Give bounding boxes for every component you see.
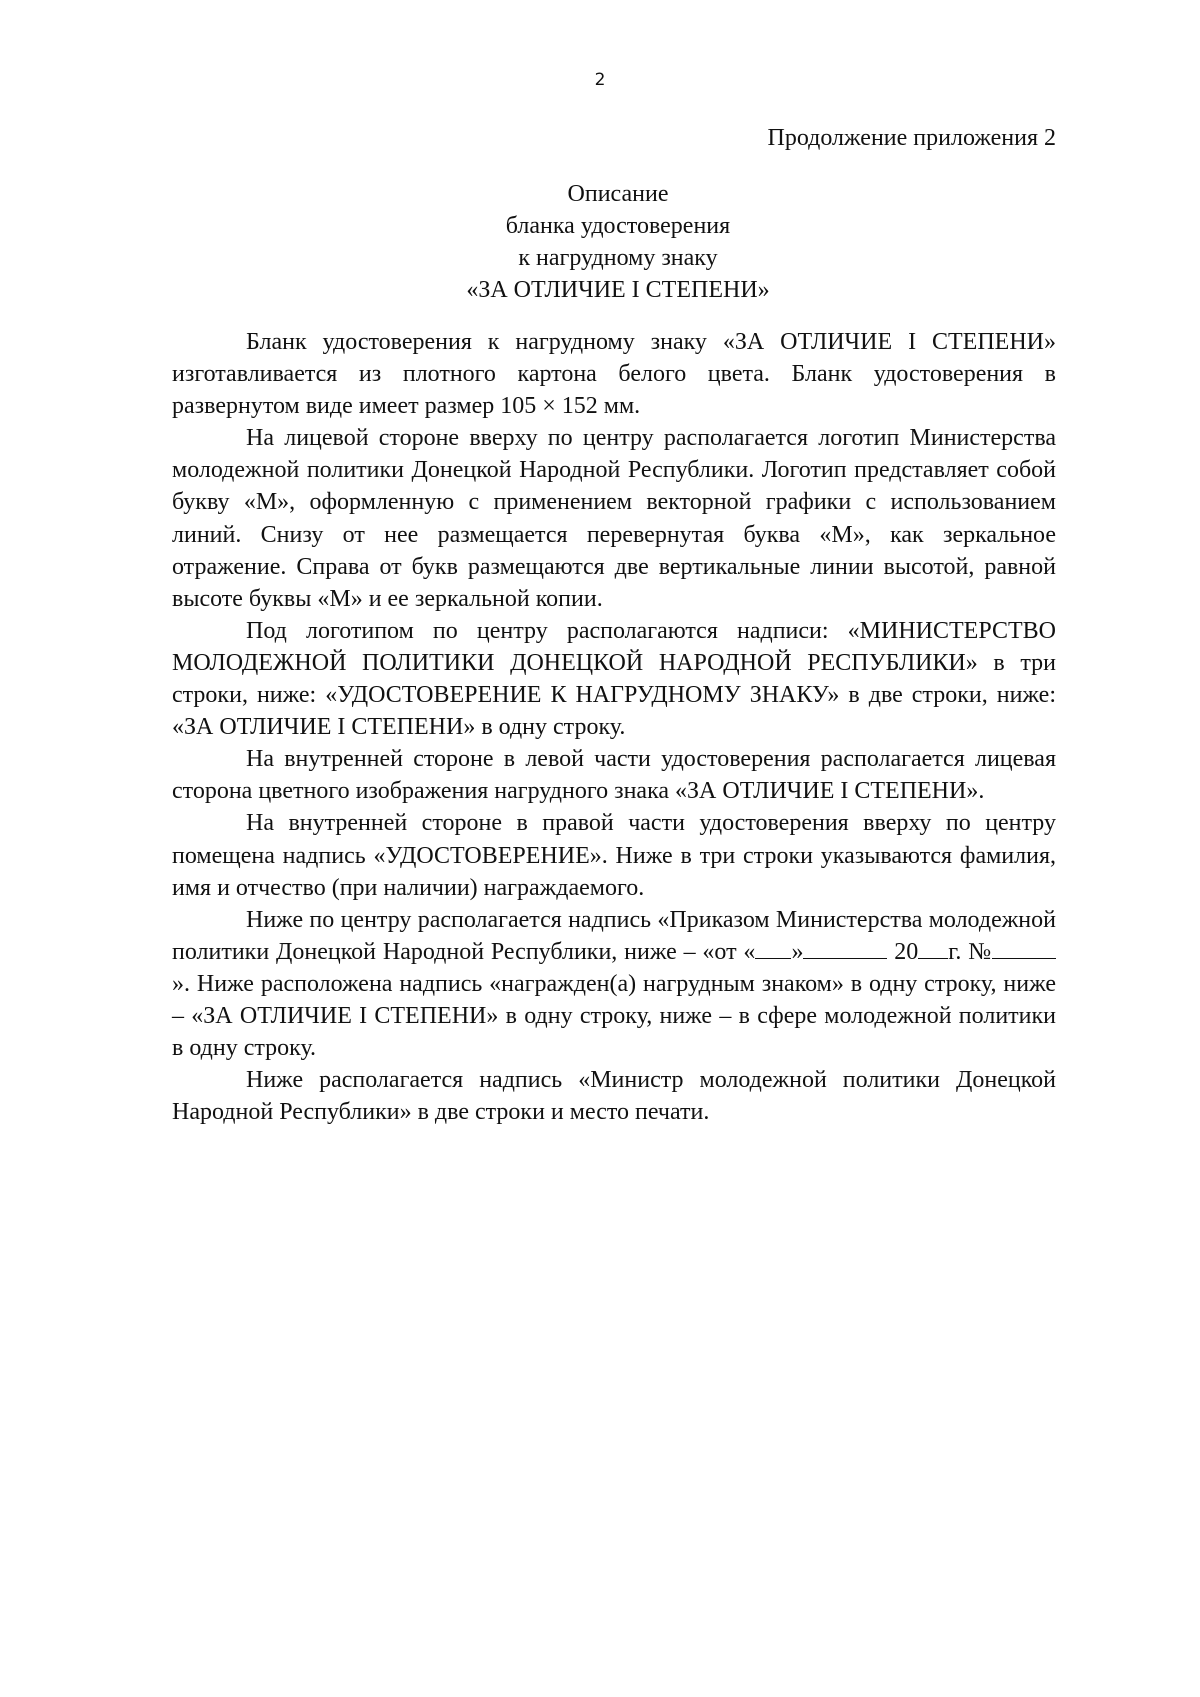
paragraph-form-material: Бланк удостоверения к нагрудному знаку «ЗА ОТЛИЧИЕ I СТЕПЕНИ» изготавливается из плотного картона белого цвета. Бланк удостоверения в развернутом виде имеет размер 105 × 152 мм.	[172, 329, 1056, 420]
paragraph-front-logo: На лицевой стороне вверху по центру располагается логотип Министерства молодежной политики Донецкой Народной Республики. Логотип представляет собой букву «М», оформленную с применением векторной графики с использованием линий. Снизу от нее размещается перевернутая буква «М», как зеркальное отражение. Справа от букв размещаются две вертикальные линии высотой, равной высоте буквы «М» и ее зеркальной копии.	[172, 425, 1056, 612]
paragraph-inner-right: На внутренней стороне в правой части удостоверения вверху по центру помещена надпись «УДОСТОВЕРЕНИЕ». Ниже в три строки указываются фамилия, имя и отчество (при наличии) награждаемого.	[172, 810, 1056, 901]
document-title	[170, 178, 1066, 306]
paragraph-front-inscriptions: Под логотипом по центру располагаются надписи: «МИНИСТЕРСТВО МОЛОДЕЖНОЙ ПОЛИТИКИ ДОНЕЦКОЙ НАРОДНОЙ РЕСПУБЛИКИ» в три строки, ниже: «УДОСТОВЕРЕНИЕ К НАГРУДНОМУ ЗНАКУ» в две строки, ниже: «ЗА ОТЛИЧИЕ I СТЕПЕНИ» в одну строку.	[172, 617, 1056, 741]
order-text-quote: »	[791, 938, 804, 965]
document-body	[172, 326, 1056, 1128]
blank-number	[992, 940, 1056, 959]
appendix-label: Продолжение приложения 2	[767, 125, 1056, 151]
page-number: 2	[594, 70, 606, 90]
paragraph-signature: Ниже располагается надпись «Министр молодежной политики Донецкой Народной Республики» в две строки и место печати.	[172, 1067, 1056, 1126]
paragraph-inner-left: На внутренней стороне в левой части удостоверения располагается лицевая сторона цветного изображения нагрудного знака «ЗА ОТЛИЧИЕ I СТЕПЕНИ».	[172, 746, 1056, 805]
order-text-start: Ниже по центру располагается надпись «Приказом Министерства молодежной политики Донецкой Народной Республики, ниже – «от «	[172, 906, 1056, 965]
title-line: бланка удостоверения	[505, 213, 731, 239]
blank-day	[755, 940, 791, 959]
title-line: «ЗА ОТЛИЧИЕ I СТЕПЕНИ»	[466, 277, 770, 303]
blank-year	[918, 940, 948, 959]
paragraph-order-details	[172, 904, 1056, 1064]
order-text-year: 20	[887, 938, 919, 965]
title-line: к нагрудному знаку	[518, 245, 718, 271]
title-line: Описание	[567, 181, 669, 207]
blank-month	[803, 940, 887, 959]
order-text-end: ». Ниже расположена надпись «награжден(а) нагрудным знаком» в одну строку, ниже – «ЗА ОТЛИЧИЕ I СТЕПЕНИ» в одну строку, ниже – в сфере молодежной политики в одну строку.	[172, 970, 1056, 1062]
order-text-number-sign: г. №	[948, 938, 992, 965]
